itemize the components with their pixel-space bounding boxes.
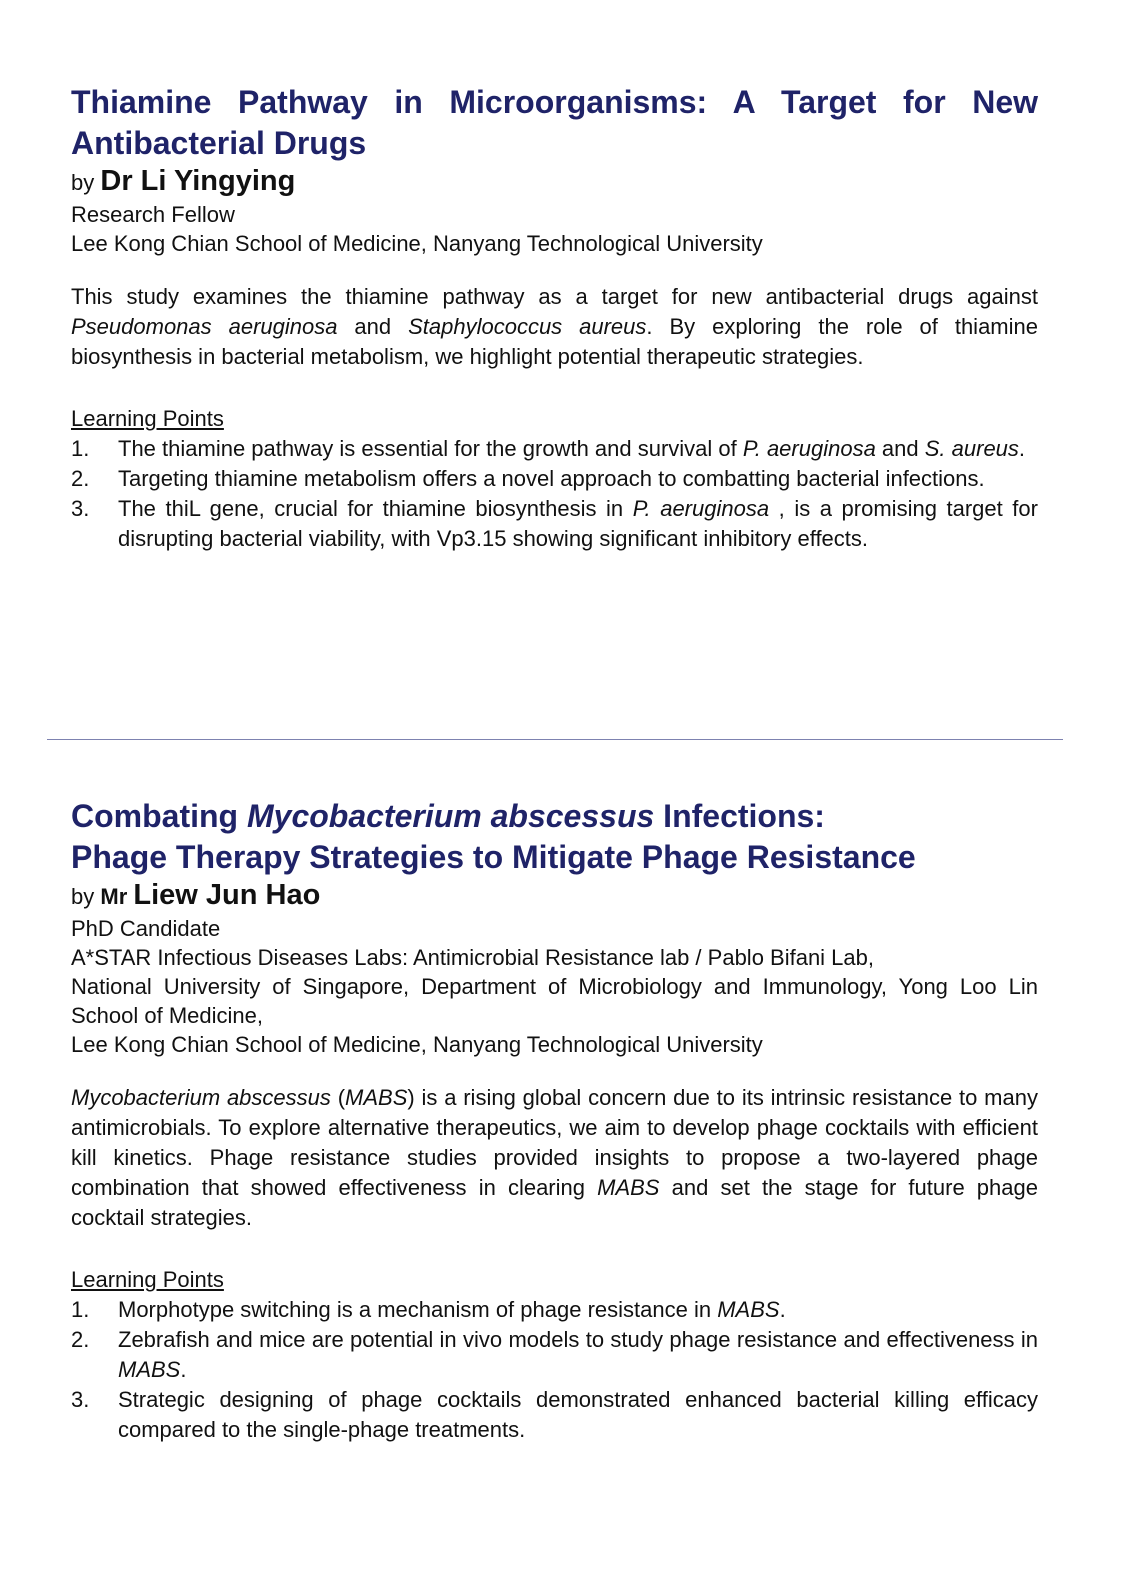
abstract-text: ) is a rising global concern due to its intrinsic resistance to many antimicrobials. To explore alternative therapeutics, we aim to develop phage cocktails with efficient kill kinetics. Phage resistance studies provided insights to propose a two-layered phage combination that showed effectiveness in clearing xyxy=(71,1085,1038,1200)
learning-point xyxy=(71,1325,1038,1385)
point-text: and xyxy=(875,436,925,461)
point-text: , is a promising target for disrupting bacterial viability, with Vp3.15 showing significant inhibitory effects. xyxy=(118,496,1038,551)
abstract-text: ( xyxy=(330,1085,346,1110)
title-italic: Mycobacterium abscessus xyxy=(246,798,655,834)
learning-point xyxy=(71,494,1038,554)
abstract-italic: MABS xyxy=(597,1175,660,1200)
learning-point xyxy=(71,464,1038,494)
talk-section-2 xyxy=(71,796,1038,1445)
abstract-1 xyxy=(71,282,1038,372)
point-number: 3. xyxy=(71,1387,90,1412)
learning-points-heading: Learning Points xyxy=(71,406,224,431)
point-italic: MABS xyxy=(717,1297,780,1322)
point-italic: MABS xyxy=(118,1357,181,1382)
learning-point xyxy=(71,434,1038,464)
abstract-2 xyxy=(71,1083,1038,1233)
title-line-2: Antibacterial Drugs xyxy=(71,125,367,161)
point-number: 2. xyxy=(71,1327,90,1352)
title-text: Infections: xyxy=(654,798,825,834)
speaker-affiliation: National University of Singapore, Department of Microbiology and Immunology, Yong Loo Lin School of Medicine, xyxy=(71,974,1038,1028)
talk-section-1 xyxy=(71,82,1038,554)
speaker-byline-1 xyxy=(71,164,1038,200)
speaker-role: PhD Candidate xyxy=(71,916,221,941)
abstract-italic: Pseudomonas aeruginosa xyxy=(71,314,338,339)
learning-points-list-2 xyxy=(71,1295,1038,1445)
point-italic: P. aeruginosa xyxy=(632,496,770,521)
abstract-italic: Mycobacterium abscessus xyxy=(71,1085,331,1110)
abstract-text: This study examines the thiamine pathway as a target for new antibacterial drugs against xyxy=(71,284,1038,309)
speaker-byline-2 xyxy=(71,878,1038,914)
abstract-text: and set the stage for future phage cocktail strategies. xyxy=(71,1175,1038,1230)
point-text: The thiamine pathway is essential for the growth and survival of xyxy=(118,436,743,461)
point-text: Zebrafish and mice are potential in vivo models to study phage resistance and effectiveness in xyxy=(118,1327,1038,1352)
speaker-role: Research Fellow xyxy=(71,202,235,227)
abstract-text: and xyxy=(337,314,409,339)
point-text: Strategic designing of phage cocktails demonstrated enhanced bacterial killing efficacy compared to the single-phage treatments. xyxy=(118,1387,1038,1442)
section-divider xyxy=(47,739,1063,740)
by-label: by xyxy=(71,884,95,909)
point-text: . xyxy=(779,1297,786,1322)
talk-title-1 xyxy=(71,82,1038,164)
talk-title-2 xyxy=(71,796,1038,878)
point-number: 1. xyxy=(71,436,90,461)
point-italic: S. aureus xyxy=(924,436,1019,461)
speaker-affiliation: Lee Kong Chian School of Medicine, Nanyang Technological University xyxy=(71,231,763,256)
speaker-name: Dr Li Yingying xyxy=(100,165,296,197)
learning-points-heading: Learning Points xyxy=(71,1267,224,1292)
point-text: . xyxy=(1018,436,1026,461)
point-text: . xyxy=(180,1357,187,1382)
title-line-2: Phage Therapy Strategies to Mitigate Phage Resistance xyxy=(71,839,916,875)
point-italic: P. aeruginosa xyxy=(742,436,876,461)
point-text: The thiL gene, crucial for thiamine biosynthesis in xyxy=(118,496,633,521)
speaker-honorific: Mr xyxy=(100,884,128,909)
abstract-text: . By exploring the role of thiamine biosynthesis in bacterial metabolism, we highlight potential therapeutic strategies. xyxy=(71,314,1038,369)
point-text: Targeting thiamine metabolism offers a novel approach to combatting bacterial infections. xyxy=(118,466,985,491)
point-number: 1. xyxy=(71,1297,90,1322)
speaker-affiliation: A*STAR Infectious Diseases Labs: Antimicrobial Resistance lab / Pablo Bifani Lab, xyxy=(71,945,874,970)
point-text: Morphotype switching is a mechanism of phage resistance in xyxy=(118,1297,718,1322)
point-number: 3. xyxy=(71,496,90,521)
learning-point xyxy=(71,1295,1038,1325)
point-number: 2. xyxy=(71,466,90,491)
learning-points-list-1 xyxy=(71,434,1038,554)
speaker-name: Liew Jun Hao xyxy=(133,879,321,911)
abstract-italic: Staphylococcus aureus xyxy=(408,314,647,339)
by-label: by xyxy=(71,170,95,195)
title-line-1: Thiamine Pathway in Microorganisms: A Target for New xyxy=(71,84,1038,120)
learning-point xyxy=(71,1385,1038,1445)
abstract-italic: MABS xyxy=(345,1085,408,1110)
title-text: Combating xyxy=(71,798,247,834)
speaker-affiliation: Lee Kong Chian School of Medicine, Nanyang Technological University xyxy=(71,1032,763,1057)
